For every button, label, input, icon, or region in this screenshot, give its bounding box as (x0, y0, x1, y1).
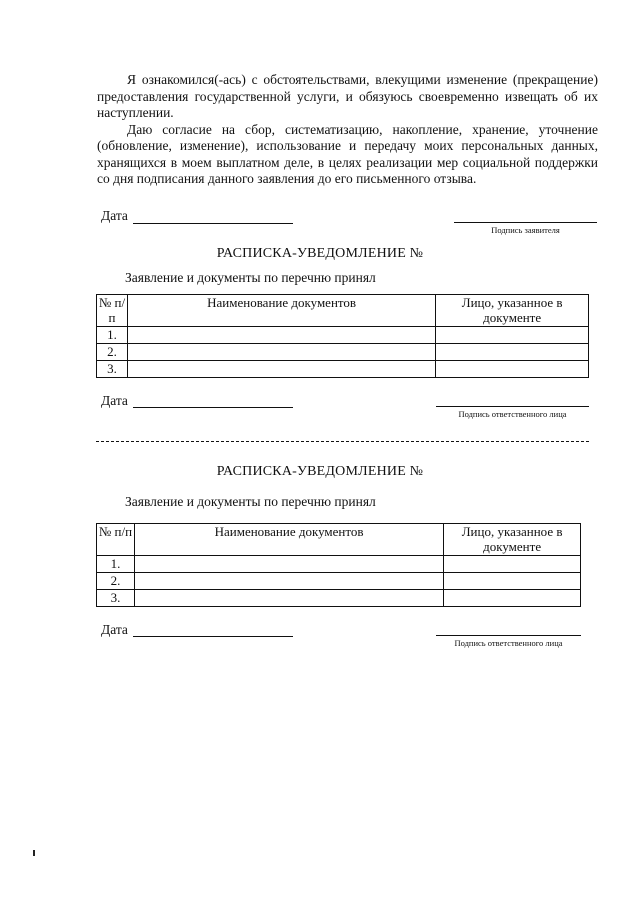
person-cell[interactable] (444, 573, 581, 590)
row-number: 3. (97, 361, 128, 378)
documents-table (96, 523, 581, 607)
person-cell[interactable] (436, 327, 589, 344)
consent-text-block (97, 72, 598, 188)
table-row (97, 590, 581, 607)
row-number: 2. (97, 573, 135, 590)
table-header-row (97, 295, 589, 327)
table-row (97, 327, 589, 344)
person-cell[interactable] (436, 344, 589, 361)
applicant-signature-line[interactable] (454, 222, 597, 223)
receipt-date-label: Дата (101, 393, 128, 408)
acknowledgement-paragraph: Я ознакомился(-ась) с обстоятельствами, влекущими изменение (прекращение) предоставления государственной услуги, и обязуюсь своевременно извещать об их наступлении. (97, 72, 598, 120)
personal-data-consent-paragraph: Даю согласие на сбор, систематизацию, накопление, хранение, уточнение (обновление, изменение), использование и передачу моих персональных данных, хранящихся в моем выплатном деле, в целях реализации мер социальной поддержки со дня подписания данного заявления до его письменного отзыва. (97, 121, 598, 186)
table-row (97, 573, 581, 590)
document-name-cell[interactable] (134, 590, 443, 607)
scan-mark (33, 850, 35, 856)
column-header-documents: Наименование документов (134, 524, 443, 556)
receipt-accepted-text: Заявление и документы по перечню принял (125, 494, 376, 509)
person-cell[interactable] (444, 590, 581, 607)
responsible-signature-caption: Подпись ответственного лица (454, 638, 563, 648)
tear-off-dashed-line (96, 441, 589, 442)
receipt-date-label: Дата (101, 622, 128, 637)
receipt-date-line[interactable] (133, 407, 293, 408)
column-header-documents: Наименование документов (127, 295, 435, 327)
document-name-cell[interactable] (134, 556, 443, 573)
applicant-signature-caption: Подпись заявителя (491, 225, 560, 235)
receipt-title: РАСПИСКА-УВЕДОМЛЕНИЕ № (216, 246, 424, 261)
row-number: 1. (97, 556, 135, 573)
row-number: 1. (97, 327, 128, 344)
applicant-date-line[interactable] (133, 223, 293, 224)
row-number: 2. (97, 344, 128, 361)
document-name-cell[interactable] (127, 327, 435, 344)
document-name-cell[interactable] (127, 361, 435, 378)
documents-table (96, 294, 589, 378)
responsible-signature-caption: Подпись ответственного лица (458, 409, 567, 419)
column-header-person: Лицо, указанное в документе (436, 295, 589, 327)
document-name-cell[interactable] (127, 344, 435, 361)
table-header-row (97, 524, 581, 556)
receipt-date-line[interactable] (133, 636, 293, 637)
responsible-signature-line[interactable] (436, 635, 581, 636)
responsible-signature-line[interactable] (436, 406, 589, 407)
person-cell[interactable] (444, 556, 581, 573)
applicant-date-label: Дата (101, 208, 128, 223)
column-header-number: № п/п (97, 524, 135, 556)
table-row (97, 344, 589, 361)
column-header-number: № п/п (97, 295, 128, 327)
person-cell[interactable] (436, 361, 589, 378)
receipt-accepted-text: Заявление и документы по перечню принял (125, 270, 376, 285)
receipt-title: РАСПИСКА-УВЕДОМЛЕНИЕ № (216, 464, 424, 479)
table-row (97, 361, 589, 378)
row-number: 3. (97, 590, 135, 607)
table-row (97, 556, 581, 573)
document-name-cell[interactable] (134, 573, 443, 590)
column-header-person: Лицо, указанное в документе (444, 524, 581, 556)
